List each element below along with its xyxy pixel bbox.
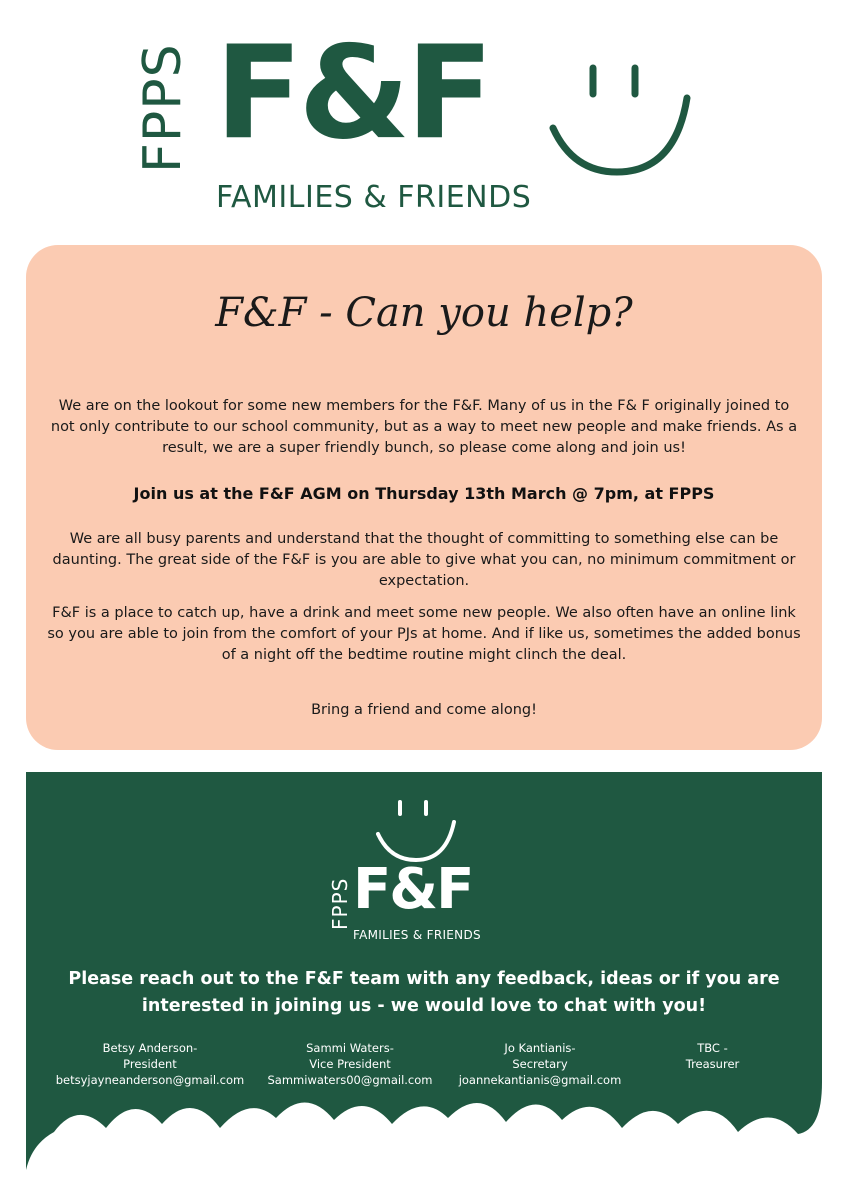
contact-name: Betsy Anderson- [102,1041,198,1055]
intro-paragraph: We are on the lookout for some new members for the F&F. Many of us in the F& F originally joined to not only contribute to our school community, but as a way to meet new people and make friends. As a result, we are a super friendly bunch, so please come along and join us! [50,398,798,456]
smiley-icon [545,60,695,180]
contact-role: Secretary [512,1057,568,1071]
reach-out-message: Please reach out to the F&F team with any feedback, ideas or if you are interested in joining us - we would love to chat with you! [68,969,780,1016]
contact-name: Sammi Waters- [306,1041,394,1055]
catch-up-paragraph: F&F is a place to catch up, have a drink and meet some new people. We also often have an online link so you are able to join from the comfort of your PJs at home. And if like us, sometimes the added bonus of a night off the bedtime routine might clinch the deal. [47,605,801,663]
contact-treasurer [640,1040,785,1072]
contact-name: Jo Kantianis- [504,1041,576,1055]
contact-role: President [123,1057,177,1071]
bring-friend-text: Bring a friend and come along! [311,702,537,718]
logo-subtitle: FAMILIES & FRIENDS [216,180,532,215]
card-title: F&F - Can you help? [215,290,633,336]
contact-name: TBC - [697,1041,728,1055]
footer-smiley-icon [372,798,462,862]
contact-email[interactable]: Sammiwaters00@gmail.com [267,1073,433,1087]
footer-logo-fpps-vertical: FPPS [328,877,352,930]
contact-role: Treasurer [685,1057,740,1071]
contact-email[interactable]: joannekantianis@gmail.com [458,1073,622,1087]
logo-main-text: F&F [215,19,490,168]
contact-email[interactable]: betsyjayneanderson@gmail.com [55,1073,245,1087]
contact-role: Vice President [309,1057,391,1071]
footer-logo-main: F&F [353,857,473,922]
busy-parents-paragraph: We are all busy parents and understand that the thought of committing to something else can be daunting. The great side of the F&F is you are able to give what you can, no minimum commitment or expectation. [52,531,796,589]
contact-vice-president [250,1040,450,1088]
logo-fpps-vertical: FPPS [133,43,193,173]
agm-announcement: Join us at the F&F AGM on Thursday 13th March @ 7pm, at FPPS [133,484,715,503]
footer-logo-subtitle: FAMILIES & FRIENDS [353,928,481,942]
contact-president [40,1040,260,1088]
contact-secretary [440,1040,640,1088]
